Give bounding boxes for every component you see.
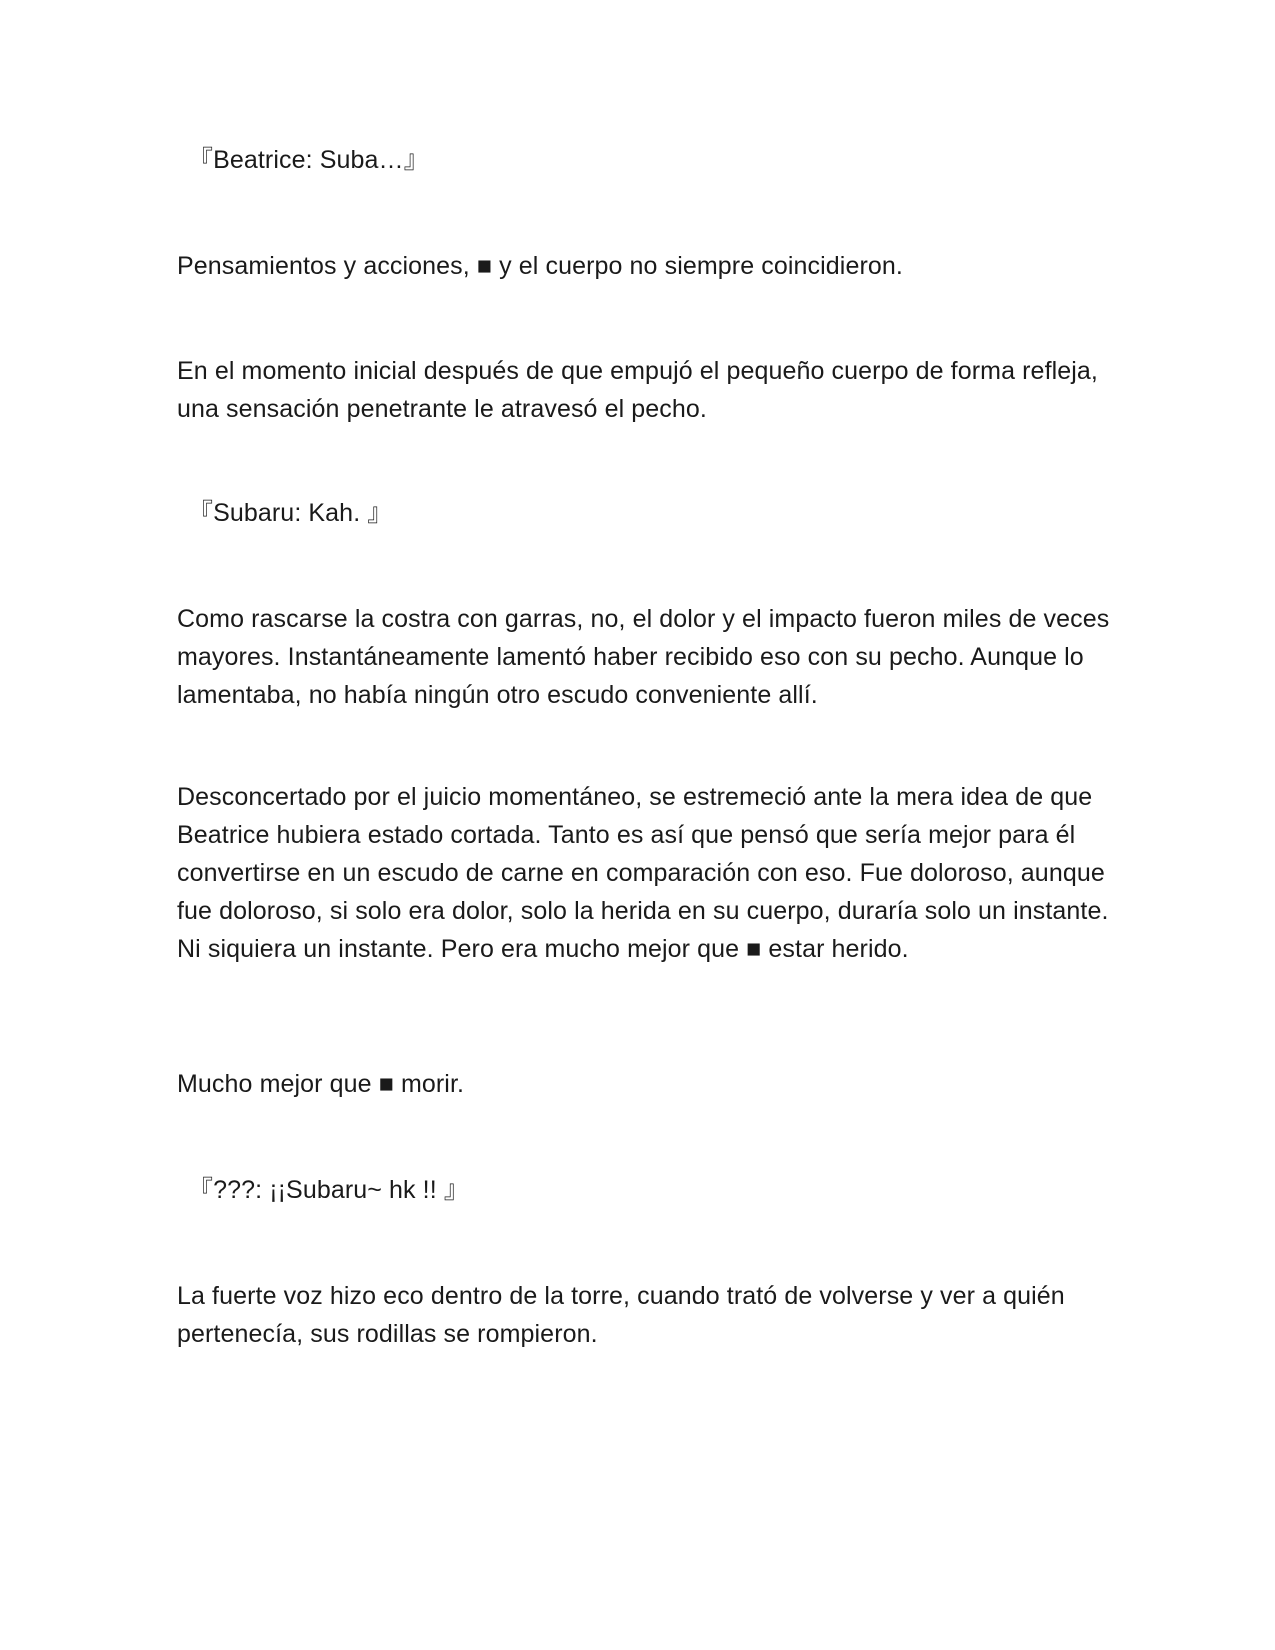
paragraph-better-than-dying: Mucho mejor que ■ morir.	[177, 1070, 465, 1098]
paragraph-initial-moment: En el momento inicial después de que empujó el pequeño cuerpo de forma refleja, una sensación penetrante le atravesó el pecho.	[177, 357, 1098, 423]
dialogue-beatrice: 『Beatrice: Suba…』	[188, 146, 429, 174]
paragraph-thoughts-actions: Pensamientos y acciones, ■ y el cuerpo no siempre coincidieron.	[177, 252, 903, 280]
dialogue-subaru: 『Subaru: Kah. 』	[188, 499, 393, 527]
dialogue-unknown: 『???: ¡¡Subaru~ hk !! 』	[188, 1176, 469, 1204]
paragraph-disconcerted: Desconcertado por el juicio momentáneo, se estremeció ante la mera idea de que Beatrice hubiera estado cortada. Tanto es así que pensó que sería mejor para él convertirse en un escudo de carne en comparación con eso. Fue doloroso, aunque fue doloroso, si solo era dolor, solo la herida en su cuerpo, duraría solo un instante. Ni siquiera un instante. Pero era mucho mejor que ■ estar herido.	[177, 783, 1109, 963]
paragraph-loud-voice: La fuerte voz hizo eco dentro de la torre, cuando trató de volverse y ver a quién pertenecía, sus rodillas se rompieron.	[177, 1282, 1065, 1348]
paragraph-scab-claws: Como rascarse la costra con garras, no, el dolor y el impacto fueron miles de veces mayores. Instantáneamente lamentó haber recibido eso con su pecho. Aunque lo lamentaba, no había ningún otro escudo conveniente allí.	[177, 605, 1110, 709]
